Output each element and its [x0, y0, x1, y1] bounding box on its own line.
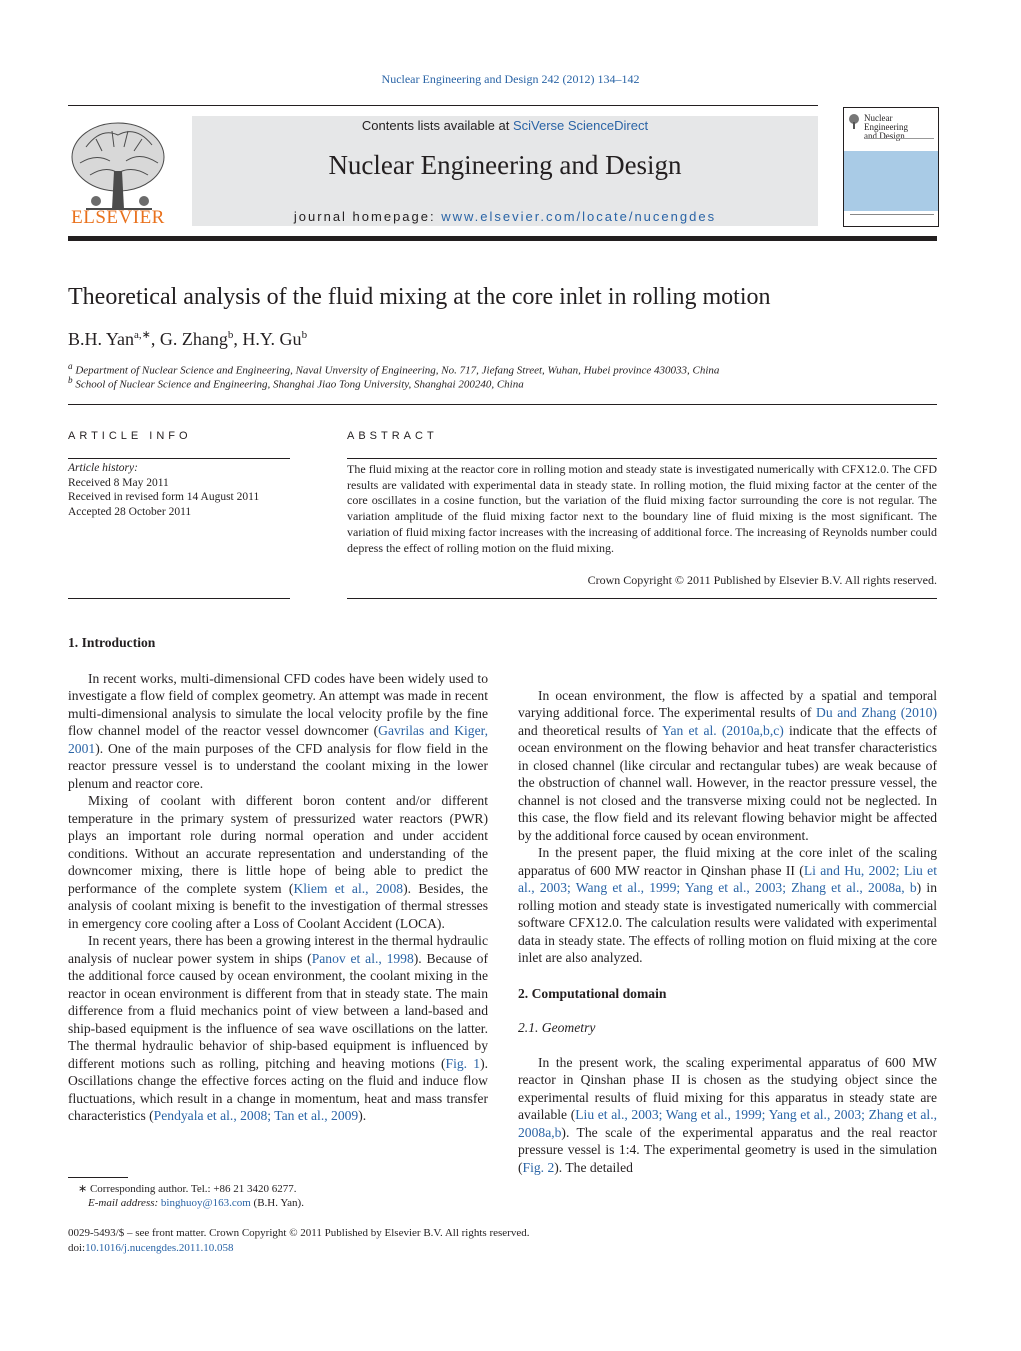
email-link[interactable]: binghuoy@163.com [160, 1197, 251, 1209]
text-run: ). Oscillations change the effective forces acting on the fluid and induce flow fluctuations, which result in a change in momentum, heat and mass transfer characteristics ( [68, 1055, 488, 1123]
corresponding-author-footnote [78, 1182, 304, 1210]
ref-link[interactable]: Li and Hu, 2002; Liu et al., 2003; Wang et al., 1999; Yang et al., 2003; Zhang et al., 2008a, b [518, 862, 937, 895]
doi-link[interactable]: 10.1016/j.nucengdes.2011.10.058 [85, 1242, 234, 1254]
intro-paragraph-2 [68, 792, 488, 932]
text-run: ). The detailed [554, 1159, 633, 1175]
subsection-heading-geometry: 2.1. Geometry [518, 1020, 596, 1035]
accepted-date: Accepted 28 October 2011 [68, 505, 192, 518]
author-name: G. Zhang [159, 329, 228, 349]
text-run: In the present paper, the fluid mixing at the core inlet of the scaling apparatus of 600 MW reactor in Qinshan phase II ( [518, 845, 937, 878]
text-run: In recent years, there has been a growing interest in the thermal hydraulic analysis of nuclear power system in ships ( [68, 933, 488, 966]
ref-link[interactable]: Panov et al., 1998 [311, 950, 414, 966]
text-run: ). One of the main purposes of the CFD analysis for flow field in the reactor pressure vessel is to understand the coolant mixing in the lower plenum and reactor core. [68, 740, 488, 791]
cover-title-line2: and Design [864, 131, 905, 141]
text-run: In recent works, multi-dimensional CFD codes have been widely used to investigate a flow field of complex geometry. An attempt was made in recent multi-dimensional analysis to simulate the local velocity profile by the fine flow channel model of the reactor vessel downcomer ( [68, 670, 488, 738]
article-info-bottom-rule [68, 598, 290, 599]
author-name: H.Y. Gu [242, 329, 302, 349]
intro-paragraph-4 [518, 687, 937, 845]
author-sup[interactable]: b [227, 329, 234, 341]
abstract-bottom-rule [347, 598, 937, 599]
section-heading-introduction: 1. Introduction [68, 635, 156, 650]
title-rule [68, 404, 937, 405]
text-run: indicate that the effects of ocean environment on the flowing behavior and heat transfer characteristics in closed channel (like circular and rectangular tubes) are weak because of the obstruction of channel wall. However, in the reactor pressure vessel, the channel is not closed and the transverse mixing could not be neglected. In this case, the flow field and its relevant flowing behavior might be affected by the additional force caused by ocean environment. [518, 722, 937, 843]
intro-paragraph-5 [518, 844, 937, 967]
revised-date: Received in revised form 14 August 2011 [68, 491, 260, 503]
intro-paragraph-1 [68, 670, 488, 793]
sciencedirect-link[interactable]: SciVerse ScienceDirect [512, 118, 649, 133]
header-thick-rule [68, 236, 937, 241]
email-suffix: (B.H. Yan). [250, 1197, 304, 1209]
history-label: Article history: [68, 462, 138, 474]
affiliation-mark: b [68, 375, 73, 385]
contents-prefix: Contents lists available at [361, 118, 513, 133]
intro-paragraph-3 [68, 932, 488, 1125]
ref-link[interactable]: Du and Zhang (2010) [816, 705, 938, 720]
text-run: ). [358, 1108, 367, 1123]
email-label: E-mail address: [88, 1197, 161, 1209]
affiliation-mark: a [68, 361, 73, 371]
elsevier-logo [66, 117, 170, 231]
journal-homepage [192, 209, 818, 224]
article-history [68, 461, 259, 519]
journal-citation[interactable]: Nuclear Engineering and Design 242 (2012) 134–142 [381, 72, 640, 86]
text-run: and theoretical results of [518, 722, 663, 738]
homepage-prefix: journal homepage: [293, 209, 442, 224]
corresponding-author: ∗ Corresponding author. Tel.: +86 21 3420 6277. [78, 1183, 297, 1195]
author-list: B.H. Yan$^{a,∗}$, G. Zhang$^b$, H.Y. Gu$^b$ [68, 329, 308, 349]
abstract-rule [347, 458, 937, 459]
author-name: B.H. Yan [68, 329, 135, 349]
elsevier-wordmark: ELSEVIER [71, 207, 165, 228]
author-sup[interactable]: a,∗ [134, 329, 151, 341]
section-heading-computational-domain: 2. Computational domain [518, 985, 667, 1001]
cover-tree-icon [848, 113, 860, 131]
ref-link[interactable]: Liu et al., 2003; Wang et al., 1999; Yang et al., 2003; Zhang et al., 2008a,b [518, 1107, 938, 1140]
ref-link[interactable]: Yan et al. (2010a,b,c) [662, 722, 784, 738]
cover-image [844, 151, 938, 211]
geometry-paragraph-1 [518, 1054, 937, 1177]
cover-footer [850, 214, 934, 221]
cover-title-line1: Nuclear Engineering [864, 113, 908, 132]
text-run: Mixing of coolant with different boron content and/or different temperature in the primary system of pressurized water reactors (PWR) plays an important role during normal operation and under accident conditions. Without an accurate representation and understanding of the downcomer mixing, there is little hope of being able to predict the performance of the complete system ( [68, 793, 488, 896]
received-date: Received 8 May 2011 [68, 476, 169, 489]
ref-link[interactable]: Kliem et al., 2008 [293, 880, 404, 896]
article-info-heading: ARTICLE INFO [68, 430, 192, 442]
email-line [78, 1196, 304, 1210]
article-title: Theoretical analysis of the fluid mixing at the core inlet in rolling motion [68, 284, 771, 310]
journal-cover-thumbnail [843, 107, 939, 227]
body-column-right-content [518, 634, 937, 1176]
affiliation-text: School of Nuclear Science and Engineering, Shanghai Jiao Tong University, Shanghai 200240, China [75, 378, 524, 391]
affiliation-text: Department of Nuclear Science and Engineering, Naval Unversity of Engineering, No. 717, Jiefang Street, Wuhan, Hubei province 430033, China [75, 364, 720, 377]
article-info-rule [68, 458, 290, 459]
issn-line: 0029-5493/$ – see front matter. Crown Copyright © 2011 Published by Elsevier B.V. All rights reserved. [68, 1227, 530, 1239]
body-column-left [68, 634, 488, 1142]
figure-link[interactable]: Fig. 1 [445, 1055, 481, 1071]
abstract-text: The fluid mixing at the reactor core in rolling motion and steady state is investigated numerically with CFX12.0. The CFD results are validated with experimental data in steady state. In rolling motion, the fluid mixing factor at the center of the core oscillates in a cosine function, but the variation of the fluid mixing factor surrounding the core is not regular. The variation amplitude of the fluid mixing factor next to the boundary line of fluid mixing is the most significant. The variation of fluid mixing factor increases with the increasing of additional force. The increasing of Reynolds number could depress the effect of rolling motion on the fluid mixing. [347, 462, 937, 555]
text-run: In the present work, the scaling experimental apparatus of 600 MW reactor in Qinshan phase II is chosen as the studying object since the experimental results of fluid mixing for this apparatus in steady state are available ( [518, 1054, 937, 1122]
header-rule [68, 105, 818, 106]
text-run: In ocean environment, the flow is affected by a spatial and temporal varying additional force. The experimental results of [518, 687, 937, 720]
doi-label: doi: [68, 1242, 86, 1254]
author-sup[interactable]: b [301, 329, 308, 341]
abstract-copyright: Crown Copyright © 2011 Published by Elsevier B.V. All rights reserved. [587, 573, 937, 587]
ref-link[interactable]: Pendyala et al., 2008; Tan et al., 2009 [153, 1108, 359, 1123]
doi-line [68, 1241, 529, 1256]
homepage-link[interactable]: www.elsevier.com/locate/nucengdes [441, 209, 717, 224]
text-run: ). Besides, the analysis of coolant mixing is benefit to the investigation of thermal stresses in emergency core cooling after a Loss of Coolant Accident (LOCA). [68, 880, 488, 931]
figure-link[interactable]: Fig. 2 [522, 1159, 555, 1175]
text-run: ). Because of the additional force caused by ocean environment, the coolant mixing in the reactor in ocean environment is different from that in steady state. The main difference from a fluid mechanics point of view between a land-based and ship-based equipment is the influence of sea wave oscillations on the latter. The thermal hydraulic behavior of ship-based equipment is influenced by different motions such as rolling, pitching and heaving motions ( [68, 950, 488, 1071]
cover-title [864, 114, 938, 141]
text-run: ) in rolling motion and steady state is investigated numerically with commercial software CFX12.0. The calculation results were validated with experimental data in steady state. The effects of rolling motion on fluid mixing at the core inlet are also analyzed. [518, 880, 937, 965]
affiliation-b [68, 375, 524, 391]
page-footer [68, 1226, 529, 1256]
ref-link[interactable]: Gavrilas and Kiger, 2001 [68, 723, 488, 756]
text-run: ). The scale of the experimental apparatus and the real reactor pressure vessel is 1:4. The experimental geometry is used in the simulation ( [518, 1124, 937, 1175]
cover-divider [864, 138, 934, 142]
contents-availability [192, 118, 818, 133]
abstract-heading: ABSTRACT [347, 430, 438, 442]
journal-banner [192, 116, 818, 226]
journal-title: Nuclear Engineering and Design [328, 150, 682, 180]
footnote-rule [68, 1177, 128, 1178]
